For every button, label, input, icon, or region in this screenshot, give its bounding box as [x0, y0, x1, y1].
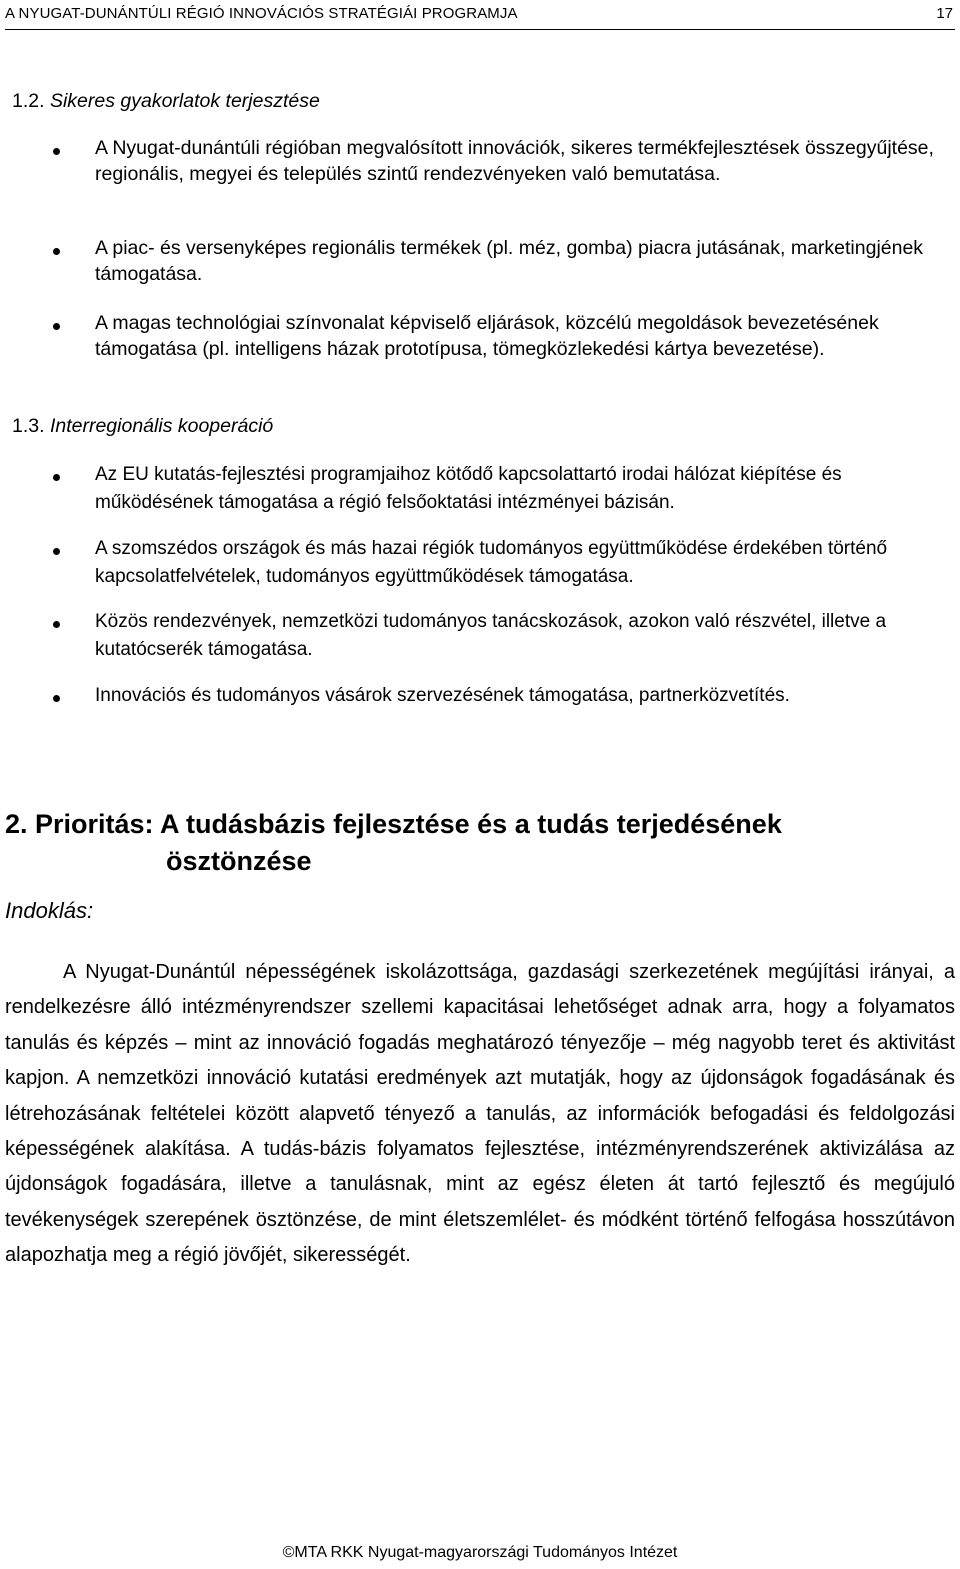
page-number: 17 [936, 5, 953, 22]
bullet-icon [53, 323, 60, 330]
bullet-icon [53, 621, 60, 628]
list-item-text: Az EU kutatás-fejlesztési programjaihoz kötődő kapcsolattartó irodai hálózat kiépítése és működésének támogatása a régió felsőoktatási intézményei bázisán. [95, 464, 842, 513]
bullet-icon [53, 695, 60, 702]
bullet-icon [53, 248, 60, 255]
priority-heading [5, 806, 782, 880]
list-item-text: A piac- és versenyképes regionális termékek (pl. méz, gomba) piacra jutásának, marketingjének támogatása. [95, 237, 924, 285]
list-item-text: Innovációs és tudományos vásárok szervezésének támogatása, partnerközvetítés. [95, 685, 790, 706]
priority-heading-line-1: 2. Prioritás: A tudásbázis fejlesztése és a tudás terjedésének [5, 809, 782, 839]
bullet-icon [53, 548, 60, 555]
list-item-text: A magas technológiai színvonalat képviselő eljárások, közcélú megoldások bevezetésének támogatása (pl. intelligens házak prototípusa, tömegközlekedési kártya bevezetése). [95, 312, 879, 360]
priority-heading-line-2: ösztönzése [166, 846, 312, 876]
list-item-text: Közös rendezvények, nemzetközi tudományos tanácskozások, azokon való részvétel, illetve a kutatócserék támogatása. [95, 611, 887, 660]
section-1-3-number: 1.3. [12, 415, 45, 437]
bullet-icon [53, 474, 60, 481]
section-1-3-heading [12, 415, 273, 438]
section-1-2-title: Sikeres gyakorlatok terjesztése [49, 90, 320, 112]
section-1-3-title: Interregionális kooperáció [49, 415, 274, 437]
section-1-2-number: 1.2. [12, 90, 45, 112]
list-item-text: A szomszédos országok és más hazai régiók tudományos együttműködése érdekében történő kapcsolatfelvételek, tudományos együttműködések támogatása. [95, 538, 888, 587]
page-footer: ©MTA RKK Nyugat-magyarországi Tudományos Intézet [282, 1544, 678, 1561]
section-1-2-heading [12, 90, 320, 113]
header-title: A NYUGAT-DUNÁNTÚLI RÉGIÓ INNOVÁCIÓS STRATÉGIÁI PROGRAMJA [5, 5, 518, 22]
list-item-text: A Nyugat-dunántúli régióban megvalósított innovációk, sikeres termékfejlesztések összegyűjtése, regionális, megyei és település szintű rendezvényeken való bemutatása. [95, 137, 934, 185]
indoklas-label: Indoklás: [5, 898, 94, 923]
page-header [5, 0, 955, 30]
bullet-icon [53, 148, 60, 155]
body-paragraph: A Nyugat-Dunántúl népességének iskolázottsága, gazdasági szerkezetének megújítási irányai, a rendelkezésre álló intézményrendszer szellemi kapacitásai lehetőséget adnak arra, hogy a folyamatos tanulás és képzés – mint az innováció fogadás meghatározó tényezője – még nagyobb teret és aktivitást kapjon. A nemzetközi innováció kutatási eredmények azt mutatják, hogy az újdonságok fogadásának és létrehozásának feltételei között alapvető tényező a tanulás, az információk befogadási és feldolgozási képességének alakítása. A tudás-bázis folyamatos fejlesztése, intézményrendszerének aktivizálása az újdonságok fogadására, illetve a tanulásnak, mint az egész életen át tartó fejlesztő és megújuló tevékenységek szerepének ösztönzése, de mint életszemlélet- és módként történő felfogása hosszútávon alapozhatja meg a régió jövőjét, sikerességét. [5, 961, 955, 1267]
